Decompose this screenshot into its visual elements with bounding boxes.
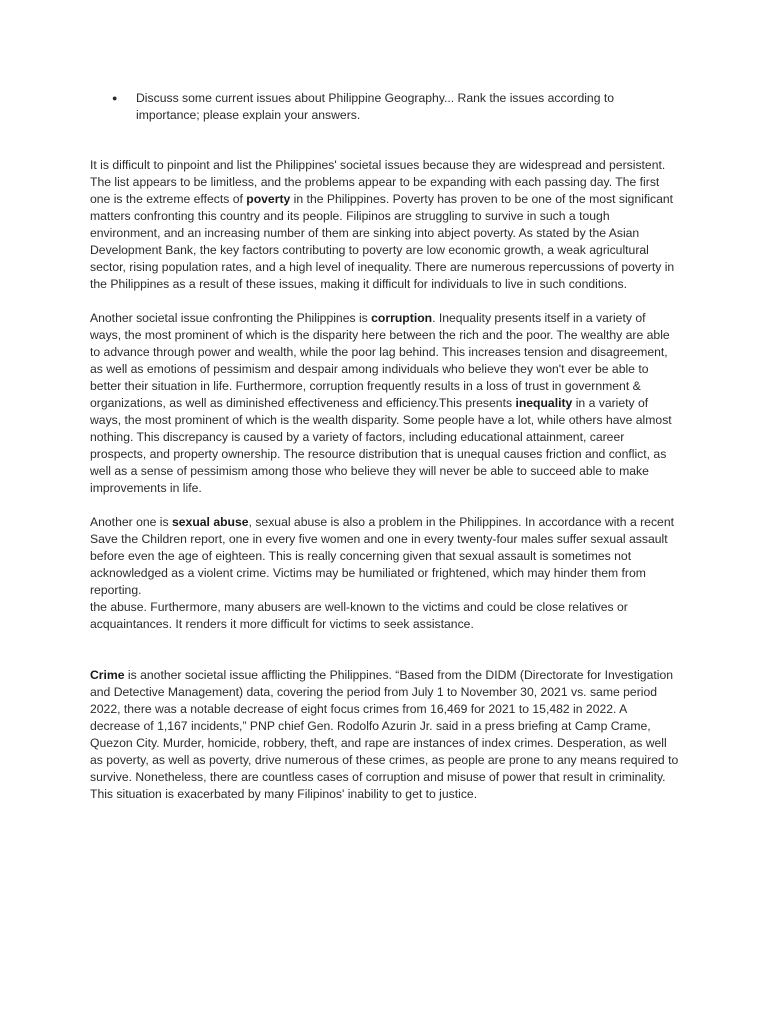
poverty-paragraph bbox=[90, 157, 680, 293]
crime-text-after: is another societal issue afflicting the Philippines. “Based from the DIDM (Directorate for Investigation and Detective Management) data, covering the period from July 1 to November 30, 2021 vs. same period 2022, there was a notable decrease of eight focus crimes from 16,469 for 2021 to 15,482 in 2022. A decrease of 1,167 incidents,” PNP chief Gen. Rodolfo Azurin Jr. said in a press briefing at Camp Crame, Quezon City. Murder, homicide, robbery, theft, and rape are instances of index crimes. Desperation, as well as poverty, as well as poverty, drive numerous of these crimes, as people are prone to any means required to survive. Nonetheless, there are countless cases of corruption and misuse of power that result in criminality. This situation is exacerbated by many Filipinos' inability to get to justice. bbox=[90, 668, 679, 801]
inequality-keyword: inequality bbox=[515, 396, 573, 410]
poverty-text-after: in the Philippines. Poverty has proven to be one of the most significant matters confronting this country and its people. Filipinos are struggling to survive in such a tough environment, and an increasing number of them are sinking into abject poverty. As stated by the Asian Development Bank, the key factors contributing to poverty are low economic growth, a weak agricultural sector, rising population rates, and a high level of inequality. There are numerous repercussions of poverty in the Philippines as a result of these issues, making it difficult for individuals to live in such conditions. bbox=[90, 192, 675, 291]
sexual-abuse-paragraph bbox=[90, 514, 680, 599]
corruption-text-after: in a variety of ways, the most prominent of which is the wealth disparity. Some people have a lot, while others have almost nothing. This discrepancy is caused by a variety of factors, including educational attainment, career prospects, and property ownership. The resource distribution that is unequal causes friction and conflict, as well as a sense of pessimism among those who believe they will never be able to succeed able to make improvements in life. bbox=[90, 396, 672, 495]
corruption-paragraph bbox=[90, 310, 680, 497]
bullet-icon: ● bbox=[112, 93, 118, 103]
corruption-text-before: Another societal issue confronting the Philippines is bbox=[90, 311, 372, 325]
sexual-abuse-text-after: , sexual abuse is also a problem in the Philippines. In accordance with a recent Save the Children report, one in every five women and one in every twenty-four males suffer sexual assault before even the age of eighteen. This is really concerning given that sexual assault is sometimes not acknowledged as a violent crime. Victims may be humiliated or frightened, which may hinder them from reporting. bbox=[90, 515, 674, 597]
crime-paragraph bbox=[90, 667, 680, 803]
sexual-abuse-keyword: sexual abuse bbox=[171, 515, 249, 529]
question-bullet-item bbox=[112, 90, 680, 124]
sexual-abuse-continuation: the abuse. Furthermore, many abusers are well-known to the victims and could be close relatives or acquaintances. It renders it more difficult for victims to seek assistance. bbox=[90, 600, 628, 631]
document-page bbox=[90, 90, 680, 820]
poverty-keyword: poverty bbox=[246, 192, 291, 206]
crime-keyword: Crime bbox=[90, 668, 125, 682]
poverty-text-before: It is difficult to pinpoint and list the Philippines' societal issues because they are widespread and persistent. The list appears to be limitless, and the problems appear to be expanding with each passing day. The first one is the extreme effects of bbox=[90, 158, 666, 206]
question-text: Discuss some current issues about Philippine Geography... Rank the issues according to importance; please explain your answers. bbox=[136, 91, 615, 122]
corruption-text-middle: . Inequality presents itself in a variety of ways, the most prominent of which is the disparity here between the rich and the poor. The wealthy are able to advance through power and wealth, while the poor lag behind. This increases tension and disagreement, as well as emotions of pessimism and despair among individuals who believe they won't ever be able to better their situation in life. Furthermore, corruption frequently results in a loss of trust in government & organizations, as well as diminished effectiveness and efficiency.This presents bbox=[90, 311, 670, 410]
corruption-keyword: corruption bbox=[371, 311, 433, 325]
sexual-abuse-text-before: Another one is bbox=[90, 515, 172, 529]
